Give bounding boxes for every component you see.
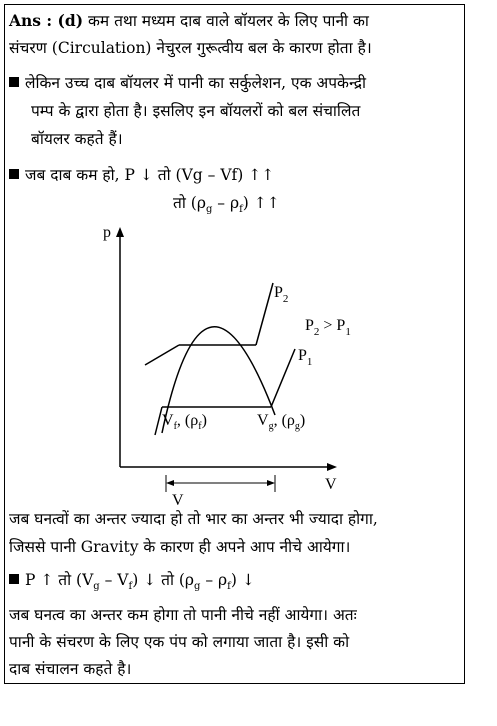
bullet-2-line-2: तो $(\rho_g - \rho_f)$ ↑↑	[173, 194, 280, 216]
pressure-relation: $P_2 > P_1$	[305, 317, 351, 338]
answer-label: Ans : (d)	[9, 11, 84, 30]
bullet-1-line-1	[9, 73, 366, 93]
x-axis-label: V	[325, 476, 337, 493]
intro-text-1: कम तथा मध्यम दाब वाले बॉयलर के लिए पानी का	[87, 12, 369, 30]
y-axis-label: p	[103, 224, 111, 241]
p2-line-left	[145, 345, 179, 365]
bullet-2-text-1: जब दाब कम हो, P ↓ तो (Vg – Vf) ↑↑	[25, 166, 275, 184]
span-arrow-left-icon	[166, 480, 174, 486]
p1-line-right	[271, 349, 295, 407]
para-1-line-2: जिससे पानी Gravity के कारण ही अपने आप नीचे आयेगा।	[9, 538, 351, 556]
bullet-square-icon	[9, 169, 19, 179]
vf-label: $V_f$, $(\rho_f)$	[162, 412, 207, 432]
intro-line-1	[9, 11, 369, 31]
bullet-2-line-1	[9, 165, 274, 185]
p1-label: $P_1$	[298, 347, 313, 368]
p2-label: $P_2$	[274, 284, 289, 305]
answer-box	[4, 4, 465, 684]
span-label: V	[172, 492, 184, 509]
para-2-line-1: जब घनत्व का अन्तर कम होगा तो पानी नीचे नहीं आयेगा। अतः	[9, 606, 357, 624]
y-axis-arrow-icon	[116, 227, 124, 237]
para-1-line-1: जब घनत्वों का अन्तर ज्यादा हो तो भार का अन्तर भी ज्यादा होगा,	[9, 510, 378, 528]
bullet-square-icon	[9, 77, 19, 87]
para-2-line-3: दाब संचालन कहते है।	[9, 660, 132, 678]
bullet-1-line-2: पम्प के द्वारा होता है। इसलिए इन बॉयलरों को बल संचालित	[31, 102, 361, 120]
para-2-line-2: पानी के संचरण के लिए एक पंप को लगाया जाता है। इसी को	[9, 633, 350, 651]
p2-line-right	[256, 283, 273, 345]
bullet-1-text-1: लेकिन उच्च दाब बॉयलर में पानी का सर्कुलेशन, एक अपकेन्द्री	[25, 74, 366, 92]
bullet-square-icon	[9, 574, 19, 584]
p1-line-left	[155, 407, 162, 435]
bullet-1-line-3: बॉयलर कहते हैं।	[31, 130, 123, 148]
vg-label: $V_g$, $(\rho_g)$	[257, 412, 306, 432]
pv-diagram	[5, 215, 464, 535]
x-axis-arrow-icon	[327, 463, 337, 471]
intro-line-2: संचरण (Circulation) नेचुरल गुरूत्वीय बल के कारण होता है।	[9, 39, 372, 57]
span-arrow-right-icon	[267, 480, 275, 486]
bullet-3-line: P ↑ तो $(V_g - V_f)$ ↓ तो $(\rho_g - \rho_f)$ ↓	[9, 570, 255, 597]
